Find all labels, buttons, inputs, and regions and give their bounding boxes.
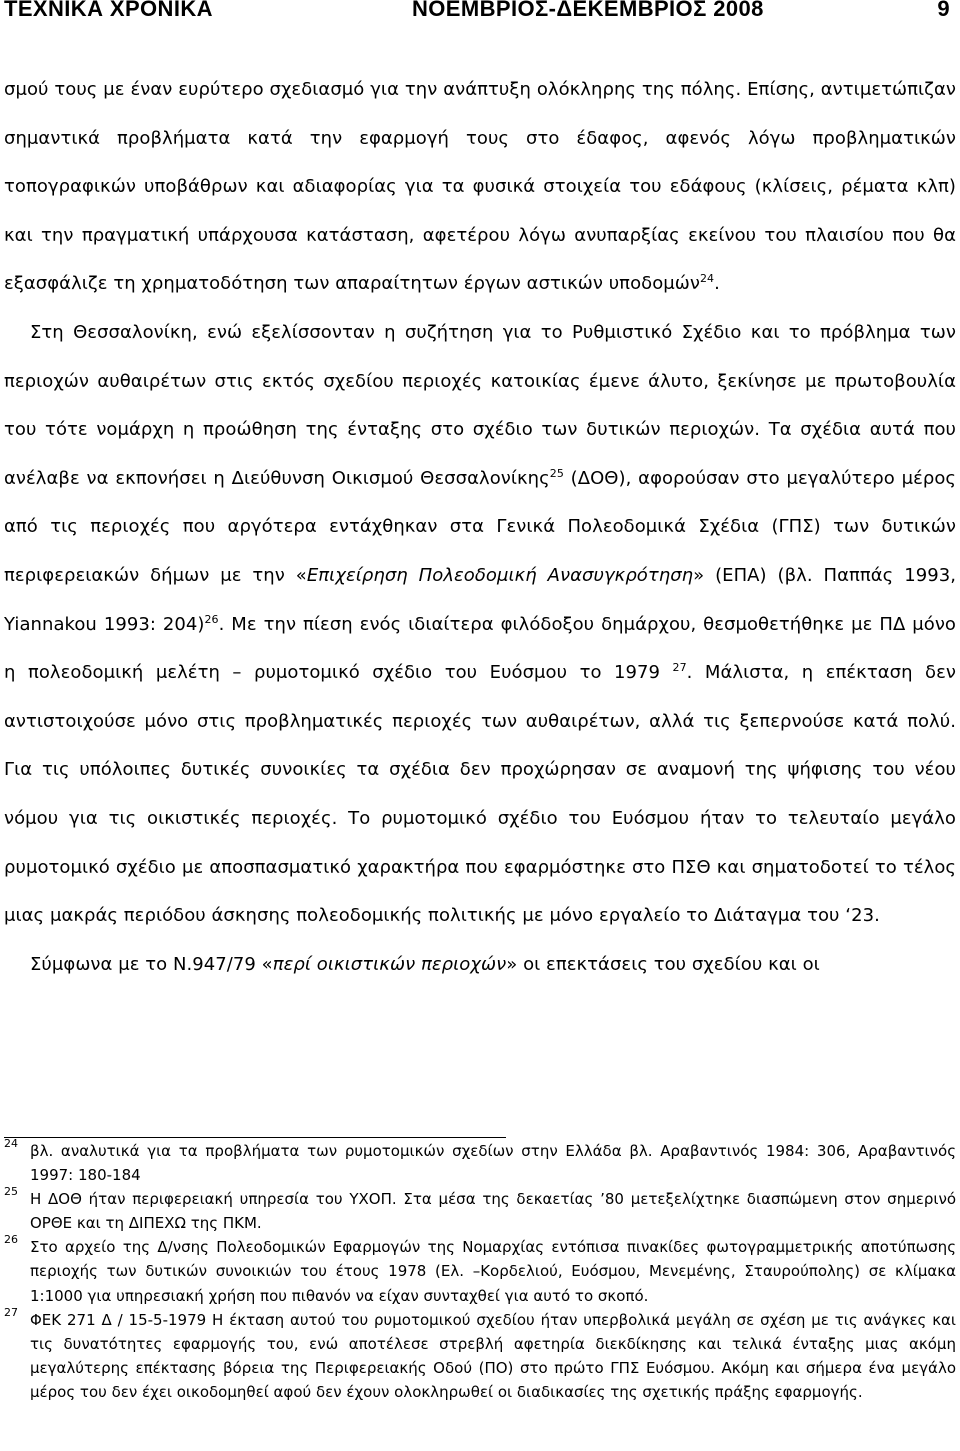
page-number: 9 [937,0,950,21]
text-run: Στη Θεσσαλονίκη, ενώ εξελίσσονταν η συζήτηση για το Ρυθμιστικό Σχέδιο και το πρόβλημα των περιοχών αυθαιρέτων στις εκτός σχεδίου περιοχές κατοικίας έμενε άλυτο, ξεκίνησε με πρωτοβουλία του τότε νομάρχη η προώθηση της ένταξης στο σχέδιο των δυτικών περιοχών. Τα σχέδια αυτά που ανέλαβε να εκπονήσει η Διεύθυνση Οικισμού Θεσσαλονίκης [4,321,956,489]
footnote-text: Η ΔΟΘ ήταν περιφερειακή υπηρεσία του ΥΧΟΠ. Στα μέσα της δεκαετίας ’80 μετεξελίχτηκε διασπώμενη στον σημερινό ΟΡΘΕ και τη ΔΙΠΕΧΩ της ΠΚΜ. [30,1190,956,1233]
italic-title: Επιχείρηση Πολεοδομική Ανασυγκρότηση [306,564,694,586]
footnote-reference[interactable]: 26 [204,612,219,626]
text-run: Σύμφωνα με το Ν.947/79 « [30,953,273,975]
footnote-number: 26 [4,1233,18,1247]
footnote [4,1305,956,1404]
paragraph-1 [4,66,956,309]
footnote-separator [4,1137,506,1138]
italic-title: περί οικιστικών περιοχών [272,953,507,975]
running-header [4,0,956,24]
footnote-number: 24 [4,1137,18,1150]
footnote-number: 27 [4,1305,18,1319]
footnote-reference[interactable]: 27 [672,661,687,675]
footnote [4,1187,956,1235]
footnote-text: ΦΕΚ 271 Δ / 15-5-1979 Η έκταση αυτού του ρυμοτομικού σχεδίου ήταν υπερβολικά μεγάλη σε σχέση με τις ανάγκες και τις δυνατότητες εφαρμογής του, ενώ αποτέλεσε στρεβλή αφετηρία διεκδίκησης και τελικά ένταξης μιας ακόμη μεγαλύτερης επέκτασης βόρεια της Περιφερειακής Οδού (ΠΟ) στο πρώτο ΓΠΣ Ευόσμου. Ακόμη και σήμερα ένα μεγάλο μέρος του δεν έχει οικοδομηθεί αφού δεν έχουν ολοκληρωθεί οι διαδικασίες της σχετικής πράξης εφαρμογής. [30,1310,956,1401]
issue-date: ΝΟΕΜΒΡΙΟΣ-ΔΕΚΕΜΒΡΙΟΣ 2008 [412,0,764,21]
footnotes [4,1139,956,1404]
footnote [4,1235,956,1307]
text-run: σμού τους με έναν ευρύτερο σχεδιασμό για την ανάπτυξη ολόκληρης της πόλης. Επίσης, αντιμετώπιζαν σημαντικά προβλήματα κατά την εφαρμογή τους στο έδαφος, αφενός λόγω προβληματικών τοπογραφικών υποβάθρων και αδιαφορίας για τα φυσικά στοιχεία του εδάφους (κλίσεις, ρέματα κλπ) και την πραγματική υπάρχουσα κατάσταση, αφετέρου λόγω ανυπαρξίας εκείνου του πλαισίου που θα εξασφάλιζε τη χρηματοδότηση των απαραίτητων έργων αστικών υποδομών [4,79,956,295]
text-run: . Με την πίεση ενός ιδιαίτερα φιλόδοξου δημάρχου, θεσμοθετήθηκε με ΠΔ μόνο η πολεοδομική μελέτη – ρυμοτομικό σχέδιο του Ευόσμου το 1979 [4,613,956,684]
footnote-reference[interactable]: 25 [549,466,564,480]
footnote-number: 25 [4,1185,18,1199]
footnote-text: βλ. αναλυτικά για τα προβλήματα των ρυμοτομικών σχεδίων στην Ελλάδα βλ. Αραβαντινός 1984: 306, Αραβαντινός 1997: 180-184 [30,1142,956,1185]
paragraph-3 [4,941,956,990]
paragraph-2 [4,309,956,941]
footnote-text: Στο αρχείο της Δ/νσης Πολεοδομικών Εφαρμογών της Νομαρχίας εντόπισα πινακίδες φωτογραμμετρικής αποτύπωσης περιοχής των δυτικών συνοικιών του έτους 1978 (Ελ. –Κορδελιού, Ευόσμου, Μενεμένης, Σταυρούπολης) σε κλίμακα 1:1000 για υπηρεσιακή χρήση που πιθανόν να είχαν συνταχθεί για αυτό το σκοπό. [30,1238,956,1305]
footnote-reference[interactable]: 24 [700,272,715,286]
text-run: » (ΕΠΑ) (βλ. Παππάς 1993, Yiannakou 1993: 204) [4,564,956,635]
footnote [4,1139,956,1187]
journal-title: ΤΕΧΝΙΚΑ ΧΡΟΝΙΚΑ [4,0,213,21]
text-run: . Μάλιστα, η επέκταση δεν αντιστοιχούσε μόνο στις προβληματικές περιοχές των αυθαιρέτων, αλλά τις ξεπερνούσε κατά πολύ. Για τις υπόλοιπες δυτικές συνοικίες τα σχέδια δεν προχώρησαν σε αναμονή της ψήφισης του νέου νόμου για τις οικιστικές περιοχές. Το ρυμοτομικό σχέδιο του Ευόσμου ήταν το τελευταίο μεγάλο ρυμοτομικό σχέδιο με αποσπασματικό χαρακτήρα που εφαρμόστηκε στο ΠΣΘ και σηματοδοτεί το τέλος μιας μακράς περιόδου άσκησης πολεοδομικής πολιτικής με μόνο εργαλείο το Διάταγμα του ‘23. [4,662,956,927]
text-run: . [714,273,720,295]
text-run: » οι επεκτάσεις του σχεδίου και οι [506,953,820,975]
main-text [4,66,956,989]
text-run: (ΔΟΘ), αφορούσαν στο μεγαλύτερο μέρος από τις περιοχές που αργότερα εντάχθηκαν στα Γενικά Πολεοδομικά Σχέδια (ΓΠΣ) των δυτικών περιφερειακών δήμων με την « [4,467,957,586]
